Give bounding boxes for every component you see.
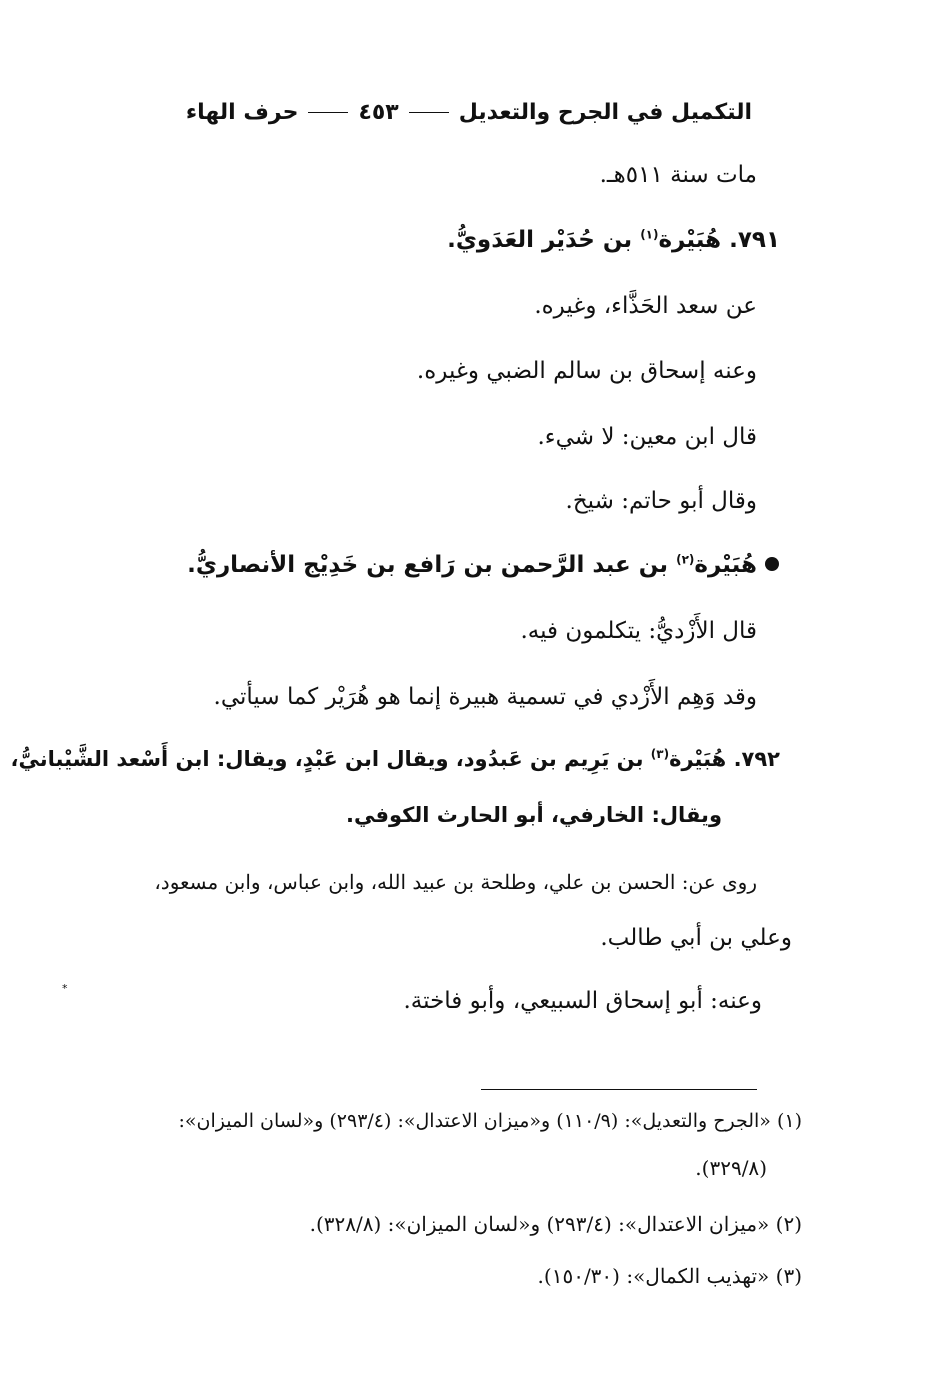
entry-lineage: بن يَرِيم بن عَبدُود، ويقال ابن عَبْدٍ، ويقال: ابن أَسْعد الشَّيْبانيُّ، <box>10 747 644 771</box>
entry-number: ٧٩١. <box>729 227 780 253</box>
text-line: روى عن: الحسن بن علي، وطلحة بن عبيد الله، وابن عباس، وابن مسعود، <box>154 870 757 894</box>
text-line: مات سنة ٥١١هـ. <box>599 162 757 188</box>
footnote-separator <box>481 1089 757 1090</box>
entry-lineage: بن حُدَيْر العَدَويُّ. <box>447 227 633 253</box>
text-line: وعنه إسحاق بن سالم الضبي وغيره. <box>416 358 757 384</box>
scan-speck: * <box>62 982 68 995</box>
footnote-2: (٢) «ميزان الاعتدال»: (٢٩٣/٤) و«لسان الميزان»: (٣٢٨/٨). <box>309 1212 802 1236</box>
footnote-ref: (١) <box>640 227 659 242</box>
text-line: وقال أبو حاتم: شيخ. <box>565 488 757 514</box>
entry-heading-continuation: ويقال: الخارفي، أبو الحارث الكوفي. <box>346 803 722 827</box>
footnote-1-continuation: (٣٢٩/٨). <box>695 1156 767 1180</box>
entry-name: هُبَيْرة <box>694 552 757 578</box>
footnote-3: (٣) «تهذيب الكمال»: (١٥٠/٣٠). <box>537 1264 802 1288</box>
header-rule <box>308 112 348 113</box>
entry-heading-791 <box>447 227 780 253</box>
entry-name: هُبَيْرة <box>658 227 722 253</box>
section-title: حرف الهاء <box>185 99 299 125</box>
text-line: وعلي بن أبي طالب. <box>600 925 792 951</box>
footnote-1: (١) «الجرح والتعديل»: (١١٠/٩) و«ميزان الاعتدال»: (٢٩٣/٤) و«لسان الميزان»: <box>178 1110 802 1132</box>
entry-lineage: بن عبد الرَّحمن بن رَافع بن خَدِيْج الأنصاريُّ. <box>187 552 669 578</box>
text-line: قال ابن معين: لا شيء. <box>537 424 757 450</box>
text-line: عن سعد الحَذَّاء، وغيره. <box>534 293 757 319</box>
text-line: وعنه: أبو إسحاق السبيعي، وأبو فاختة. <box>403 988 762 1014</box>
entry-heading-bullet <box>187 552 757 578</box>
entry-name: هُبَيْرة <box>669 747 727 771</box>
book-title: التكميل في الجرح والتعديل <box>458 99 752 125</box>
header-rule <box>409 112 449 113</box>
entry-heading-792 <box>11 747 781 771</box>
entry-number: ٧٩٢. <box>733 747 780 771</box>
footnote-ref: (٣) <box>650 747 670 761</box>
text-line: وقد وَهِم الأَزْدي في تسمية هبيرة إنما هو هُرَيْر كما سيأتي. <box>213 684 757 710</box>
bullet-icon <box>765 557 779 571</box>
running-header <box>110 92 752 132</box>
text-line: قال الأَزْديُّ: يتكلمون فيه. <box>520 618 757 644</box>
page-number: ٤٥٣ <box>358 99 399 125</box>
footnote-ref: (٢) <box>676 552 695 567</box>
